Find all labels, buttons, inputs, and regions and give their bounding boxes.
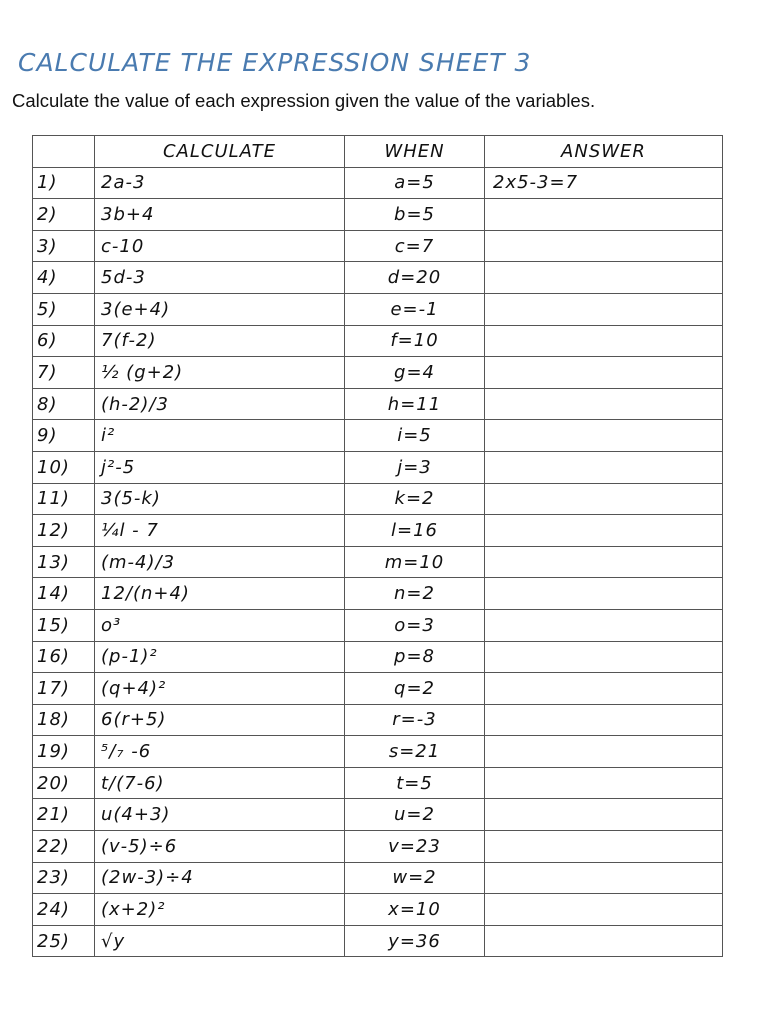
row-number: 13) (33, 546, 95, 578)
row-number: 18) (33, 704, 95, 736)
variable-value-cell: c=7 (345, 230, 485, 262)
worksheet-title: CALCULATE THE EXPRESSION SHEET 3 (18, 48, 532, 77)
table-row (33, 262, 723, 294)
table-row (33, 894, 723, 926)
expression-cell: (x+2)² (95, 894, 345, 926)
variable-value-cell: p=8 (345, 641, 485, 673)
expression-cell: ½ (g+2) (95, 357, 345, 389)
expression-cell: (q+4)² (95, 673, 345, 705)
answer-cell[interactable] (485, 578, 723, 610)
expression-cell: 5d-3 (95, 262, 345, 294)
answer-cell[interactable] (485, 641, 723, 673)
row-number: 22) (33, 831, 95, 863)
row-number: 1) (33, 167, 95, 199)
answer-cell[interactable] (485, 799, 723, 831)
table-row (33, 925, 723, 957)
row-number: 20) (33, 767, 95, 799)
expression-cell: (h-2)/3 (95, 388, 345, 420)
variable-value-cell: i=5 (345, 420, 485, 452)
header-number (33, 136, 95, 168)
table-row (33, 230, 723, 262)
expression-cell: (p-1)² (95, 641, 345, 673)
answer-cell[interactable] (485, 262, 723, 294)
row-number: 11) (33, 483, 95, 515)
variable-value-cell: g=4 (345, 357, 485, 389)
answer-cell[interactable] (485, 925, 723, 957)
expression-cell: 3b+4 (95, 199, 345, 231)
table-row (33, 167, 723, 199)
table-row (33, 199, 723, 231)
answer-cell[interactable] (485, 483, 723, 515)
answer-cell[interactable] (485, 230, 723, 262)
row-number: 8) (33, 388, 95, 420)
row-number: 25) (33, 925, 95, 957)
answer-cell[interactable] (485, 704, 723, 736)
row-number: 12) (33, 515, 95, 547)
table-row (33, 515, 723, 547)
expression-cell: (2w-3)÷4 (95, 862, 345, 894)
table-row (33, 420, 723, 452)
variable-value-cell: u=2 (345, 799, 485, 831)
expression-cell: ⁵/₇ -6 (95, 736, 345, 768)
variable-value-cell: b=5 (345, 199, 485, 231)
variable-value-cell: n=2 (345, 578, 485, 610)
expression-cell: 6(r+5) (95, 704, 345, 736)
expression-cell: c-10 (95, 230, 345, 262)
variable-value-cell: x=10 (345, 894, 485, 926)
header-when: WHEN (345, 136, 485, 168)
answer-cell[interactable] (485, 767, 723, 799)
row-number: 16) (33, 641, 95, 673)
answer-cell[interactable] (485, 420, 723, 452)
variable-value-cell: w=2 (345, 862, 485, 894)
expression-cell: (v-5)÷6 (95, 831, 345, 863)
table-row (33, 704, 723, 736)
row-number: 4) (33, 262, 95, 294)
expression-cell: 7(f-2) (95, 325, 345, 357)
variable-value-cell: e=-1 (345, 293, 485, 325)
expression-cell: u(4+3) (95, 799, 345, 831)
answer-cell[interactable] (485, 673, 723, 705)
answer-cell[interactable] (485, 894, 723, 926)
expression-cell: ¼l - 7 (95, 515, 345, 547)
row-number: 2) (33, 199, 95, 231)
table-row (33, 388, 723, 420)
answer-cell[interactable] (485, 293, 723, 325)
row-number: 6) (33, 325, 95, 357)
variable-value-cell: l=16 (345, 515, 485, 547)
expression-cell: i² (95, 420, 345, 452)
answer-cell[interactable]: 2x5-3=7 (485, 167, 723, 199)
row-number: 23) (33, 862, 95, 894)
expression-cell: (m-4)/3 (95, 546, 345, 578)
variable-value-cell: v=23 (345, 831, 485, 863)
table-row (33, 578, 723, 610)
answer-cell[interactable] (485, 388, 723, 420)
row-number: 21) (33, 799, 95, 831)
table-row (33, 293, 723, 325)
answer-cell[interactable] (485, 609, 723, 641)
row-number: 14) (33, 578, 95, 610)
answer-cell[interactable] (485, 515, 723, 547)
variable-value-cell: t=5 (345, 767, 485, 799)
table-row (33, 767, 723, 799)
variable-value-cell: d=20 (345, 262, 485, 294)
table-row (33, 831, 723, 863)
table-row (33, 609, 723, 641)
row-number: 3) (33, 230, 95, 262)
answer-cell[interactable] (485, 736, 723, 768)
variable-value-cell: q=2 (345, 673, 485, 705)
row-number: 19) (33, 736, 95, 768)
instructions-text: Calculate the value of each expression given the value of the variables. (12, 90, 596, 111)
row-number: 9) (33, 420, 95, 452)
table-body (33, 167, 723, 957)
expression-cell: 3(e+4) (95, 293, 345, 325)
table-row (33, 451, 723, 483)
variable-value-cell: j=3 (345, 451, 485, 483)
answer-cell[interactable] (485, 451, 723, 483)
table-row (33, 673, 723, 705)
answer-cell[interactable] (485, 546, 723, 578)
variable-value-cell: m=10 (345, 546, 485, 578)
header-answer: ANSWER (485, 136, 723, 168)
variable-value-cell: r=-3 (345, 704, 485, 736)
variable-value-cell: f=10 (345, 325, 485, 357)
variable-value-cell: a=5 (345, 167, 485, 199)
table-header-row (33, 136, 723, 168)
table-row (33, 641, 723, 673)
row-number: 7) (33, 357, 95, 389)
variable-value-cell: y=36 (345, 925, 485, 957)
table-row (33, 357, 723, 389)
answer-cell[interactable] (485, 831, 723, 863)
expression-cell: √y (95, 925, 345, 957)
variable-value-cell: o=3 (345, 609, 485, 641)
row-number: 15) (33, 609, 95, 641)
row-number: 17) (33, 673, 95, 705)
table-row (33, 546, 723, 578)
row-number: 24) (33, 894, 95, 926)
variable-value-cell: k=2 (345, 483, 485, 515)
answer-cell[interactable] (485, 199, 723, 231)
variable-value-cell: h=11 (345, 388, 485, 420)
table-row (33, 325, 723, 357)
row-number: 5) (33, 293, 95, 325)
answer-cell[interactable] (485, 862, 723, 894)
table-row (33, 483, 723, 515)
table-row (33, 799, 723, 831)
expression-cell: j²-5 (95, 451, 345, 483)
row-number: 10) (33, 451, 95, 483)
expression-cell: o³ (95, 609, 345, 641)
expression-table (32, 135, 723, 957)
answer-cell[interactable] (485, 325, 723, 357)
expression-cell: t/(7-6) (95, 767, 345, 799)
expression-cell: 12/(n+4) (95, 578, 345, 610)
variable-value-cell: s=21 (345, 736, 485, 768)
expression-cell: 2a-3 (95, 167, 345, 199)
table-row (33, 862, 723, 894)
answer-cell[interactable] (485, 357, 723, 389)
header-calculate: CALCULATE (95, 136, 345, 168)
expression-cell: 3(5-k) (95, 483, 345, 515)
table-row (33, 736, 723, 768)
